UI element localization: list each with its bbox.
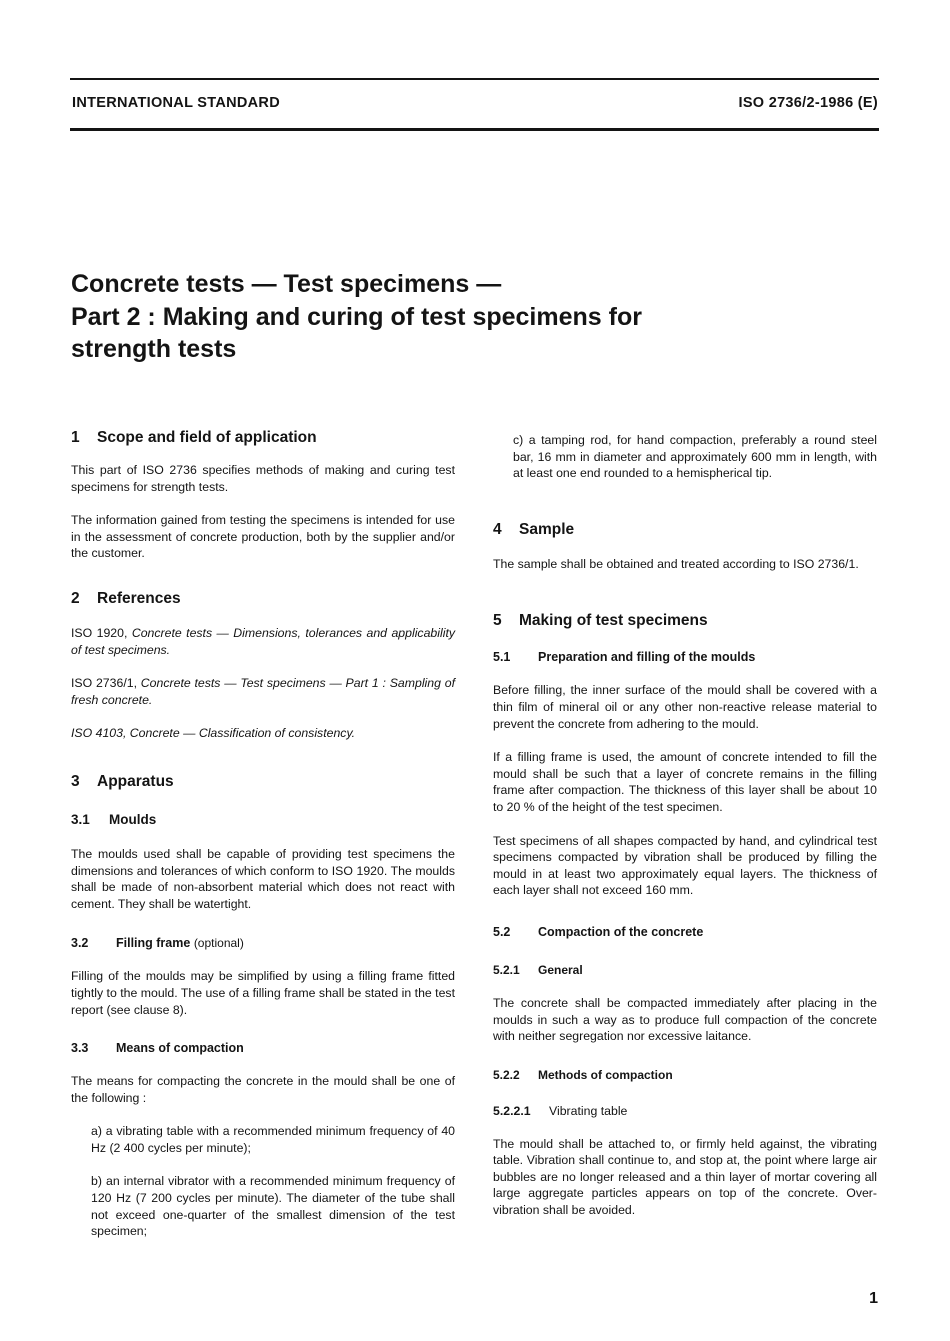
page-number: 1 (869, 1290, 878, 1307)
section-3-1-heading: 3.1 Moulds (71, 811, 157, 827)
document-title (71, 268, 831, 366)
section-3-3-intro: The means for compacting the concrete in the mould shall be one of the following : (71, 1074, 455, 1105)
right-column (493, 428, 877, 1219)
compaction-item-a: a) a vibrating table with a recommended minimum frequency of 40 Hz (2 400 cycles per minute); (91, 1124, 455, 1155)
header-rule-top (70, 78, 879, 80)
header-rule-bottom (70, 128, 879, 131)
section-5-2-1-heading: 5.2.1 General (493, 962, 583, 977)
section-5-2-2-1-paragraph: The mould shall be attached to, or firmly held against, the vibrating table. Vibration shall continue to, and stop at, the point where large air bubbles are no longer released and a thin layer of mortar covering all large aggregate particles appears on top of the concrete. Over-vibration shall be avoided. (493, 1136, 877, 1218)
section-5-heading: 5 Making of test specimens (493, 612, 708, 630)
section-5-2-1-paragraph: The concrete shall be compacted immediately after placing in the moulds in such a way as to produce full compaction of the concrete with neither segregation nor excessive laitance. (493, 995, 877, 1044)
section-2-heading: 2 References (71, 589, 181, 607)
section-5-2-2-1-heading: 5.2.2.1 Vibrating table (493, 1103, 628, 1118)
section-5-1-paragraph-3: Test specimens of all shapes compacted by hand, and cylindrical test specimens compacted by vibration shall be produced by filling the mould in at least two approximately equal layers. The thickness of each layer shall not exceed 160 mm. (493, 833, 877, 898)
section-1-paragraph-2: The information gained from testing the specimens is intended for use in the assessment of concrete production, both by the supplier and/or the customer. (71, 513, 455, 561)
section-5-1-paragraph-1: Before filling, the inner surface of the mould shall be covered with a thin film of mineral oil or any other non-reactive release material to prevent the concrete from adhering to the mould. (493, 683, 877, 731)
section-1-heading: 1 Scope and field of application (71, 429, 317, 446)
section-3-2-paragraph: Filling of the moulds may be simplified by using a filling frame fitted tightly to the mould. The use of a filling frame shall be stated in the test report (see clause 8). (71, 969, 455, 1017)
compaction-item-c: c) a tamping rod, for hand compaction, preferably a round steel bar, 16 mm in diameter and approximately 600 mm in length, with at least one end rounded to a hemispherical tip. (513, 433, 877, 481)
title-line-3: strength tests (71, 335, 237, 363)
reference-iso-4103: ISO 4103, Concrete — Classification of consistency. (71, 726, 356, 741)
section-1-paragraph-1: This part of ISO 2736 specifies methods of making and curing test specimens for strength tests. (71, 463, 455, 494)
section-5-1-paragraph-2: If a filling frame is used, the amount of concrete intended to fill the mould shall be such that a layer of concrete remains in the filling frame after compaction. The thickness of this layer shall be about 10 to 20 % of the height of the test specimen. (493, 750, 877, 814)
section-5-1-heading: 5.1 Preparation and filling of the moulds (493, 650, 756, 665)
title-line-1: Concrete tests — Test specimens — (71, 270, 502, 298)
section-3-3-heading: 3.3 Means of compaction (71, 1041, 244, 1056)
section-3-2-heading: 3.2 Filling frame (optional) (71, 936, 244, 951)
header-right: ISO 2736/2-1986 (E) (738, 95, 878, 111)
section-4-paragraph: The sample shall be obtained and treated according to ISO 2736/1. (493, 556, 859, 571)
section-4-heading: 4 Sample (493, 520, 575, 538)
left-column (71, 428, 455, 1240)
title-line-2: Part 2 : Making and curing of test specimens for (71, 302, 642, 331)
section-5-2-2-heading: 5.2.2 Methods of compaction (493, 1067, 673, 1082)
header-left: INTERNATIONAL STANDARD (72, 95, 280, 111)
compaction-item-b: b) an internal vibrator with a recommended minimum frequency of 120 Hz (7 200 cycles per minute). The diameter of the tube shall not exceed one-quarter of the smallest dimension of the test specimen; (91, 1174, 455, 1239)
section-3-heading: 3 Apparatus (71, 772, 174, 790)
reference-iso-1920: ISO 1920, Concrete tests — Dimensions, tolerances and applicability of test specimens. (71, 625, 456, 657)
section-5-2-heading: 5.2 Compaction of the concrete (493, 924, 704, 939)
reference-iso-2736-1: ISO 2736/1, Concrete tests — Test specimens — Part 1 : Sampling of fresh concrete. (71, 676, 455, 707)
section-3-1-paragraph: The moulds used shall be capable of providing test specimens the dimensions and tolerances of which conform to ISO 1920. The moulds shall be made of non-absorbent material which does not react with cement. They shall be watertight. (71, 846, 455, 911)
